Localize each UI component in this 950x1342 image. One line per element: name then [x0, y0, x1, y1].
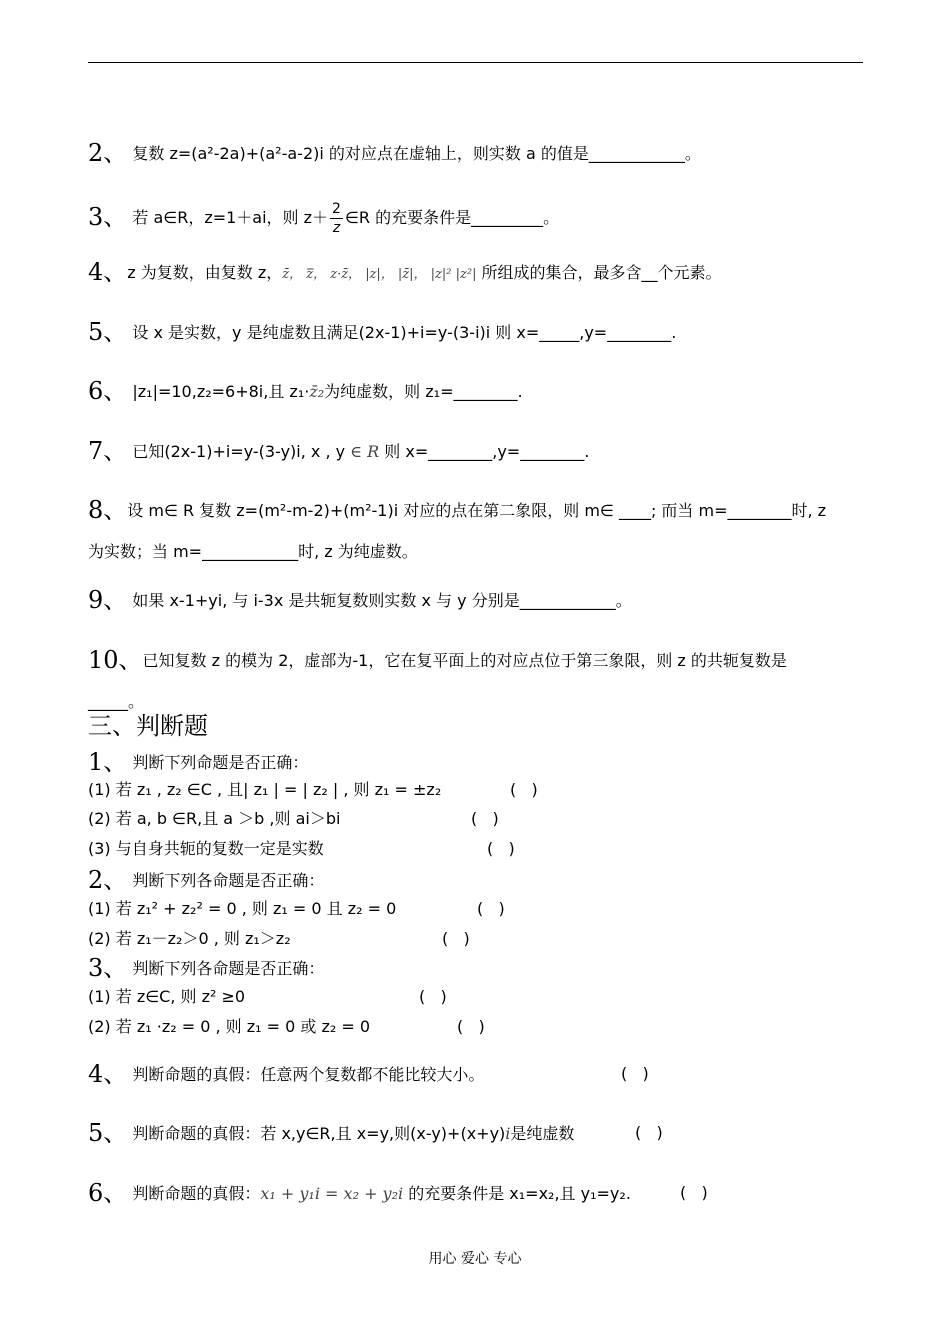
element-of-symbol: ∈ R: [350, 442, 380, 461]
question-8-cont: 为实数；当 m=____________时, z 为纯虚数。: [88, 542, 418, 561]
question-9: 9、 如果 x-1+yi, 与 i-3x 是共轭复数则实数 x 与 y 分别是____________。: [88, 586, 632, 614]
question-4: 4、z 为复数，由复数 z，z̄， z̿， z·z̄， |z|， |z̄|， |z|² |z²| 所组成的集合，最多含__个元素。: [88, 258, 722, 286]
question-2: 2、 复数 z=(a²-2a)+(a²-a-2)i 的对应点在虚轴上，则实数 a 的值是____________。: [88, 139, 701, 167]
judge-3-item-2: (2) 若 z₁ ·z₂ = 0 , 则 z₁ = 0 或 z₂ = 0: [88, 1017, 371, 1036]
judge-3-title: 3、 判断下列各命题是否正确：: [88, 954, 325, 982]
judge-4: 4、 判断命题的真假：任意两个复数都不能比较大小。: [88, 1060, 485, 1088]
judge-5: 5、 判断命题的真假：若 x,y∈R,且 x=y,则(x-y)+(x+y)i是纯虚数: [88, 1119, 575, 1147]
question-3: 3、 若 a∈R，z=1＋ai，则 z＋ $\frac{2}{z}$ ∈R 的充要条件是_________。: [88, 201, 560, 236]
question-6: 6、 |z₁|=10,z₂=6+8i,且 z₁·z̄₂为纯虚数，则 z₁=________.: [88, 377, 523, 405]
answer-paren[interactable]: ( ): [621, 1064, 649, 1083]
conjugate-symbol: z̄₂: [309, 382, 325, 401]
judge-1-item-3: (3) 与自身共轭的复数一定是实数: [88, 839, 324, 858]
fraction: $\frac{2}{z}$: [332, 201, 341, 236]
answer-paren[interactable]: ( ): [510, 780, 538, 799]
judge-3-item-1: (1) 若 z∈C, 则 z² ≥0: [88, 987, 246, 1006]
question-8: 8、设 m∈ R 复数 z=(m²-m-2)+(m²-1)i 对应的点在第二象限，则 m∈ ____; 而当 m=________时, z: [88, 496, 827, 524]
question-10-cont: _____。: [88, 692, 145, 711]
judge-2-item-1: (1) 若 z₁² + z₂² = 0 , 则 z₁ = 0 且 z₂ = 0: [88, 899, 397, 918]
judge-6: 6、 判断命题的真假：x₁ + y₁i = x₂ + y₂i 的充要条件是 x₁=x₂,且 y₁=y₂.: [88, 1179, 631, 1207]
equation: x₁ + y₁i = x₂ + y₂i: [260, 1184, 404, 1203]
page-footer: 用心 爱心 专心: [428, 1251, 522, 1267]
section-title: 三、判断题: [88, 712, 208, 740]
answer-paren[interactable]: ( ): [680, 1183, 708, 1202]
answer-paren[interactable]: ( ): [487, 839, 515, 858]
answer-paren[interactable]: ( ): [477, 899, 505, 918]
answer-paren[interactable]: ( ): [419, 987, 447, 1006]
header-rule: [88, 62, 863, 63]
answer-paren[interactable]: ( ): [635, 1123, 663, 1142]
answer-paren[interactable]: ( ): [442, 929, 470, 948]
judge-2-title: 2、 判断下列各命题是否正确：: [88, 866, 325, 894]
judge-2-item-2: (2) 若 z₁－z₂＞0 , 则 z₁＞z₂: [88, 929, 291, 948]
imaginary-unit: i: [505, 1124, 511, 1143]
judge-1-item-2: (2) 若 a, b ∈R,且 a ＞b ,则 ai＞bi: [88, 809, 341, 828]
answer-paren[interactable]: ( ): [457, 1017, 485, 1036]
judge-1-item-1: (1) 若 z₁ , z₂ ∈C , 且| z₁ | = | z₂ | , 则 z₁ = ±z₂: [88, 780, 442, 799]
complex-symbols: z̄， z̿， z·z̄， |z|， |z̄|， |z|² |z²|: [282, 267, 477, 282]
question-10: 10、已知复数 z 的模为 2，虚部为-1，它在复平面上的对应点位于第三象限，则 z 的共轭复数是: [88, 646, 787, 674]
judge-1-title: 1、 判断下列命题是否正确：: [88, 748, 309, 776]
question-5: 5、 设 x 是实数，y 是纯虚数且满足(2x-1)+i=y-(3-i)i 则 x=_____,y=________.: [88, 318, 677, 346]
question-7: 7、 已知(2x-1)+i=y-(3-y)i, x , y ∈ R 则 x=________,y=________.: [88, 437, 590, 465]
answer-paren[interactable]: ( ): [471, 809, 499, 828]
